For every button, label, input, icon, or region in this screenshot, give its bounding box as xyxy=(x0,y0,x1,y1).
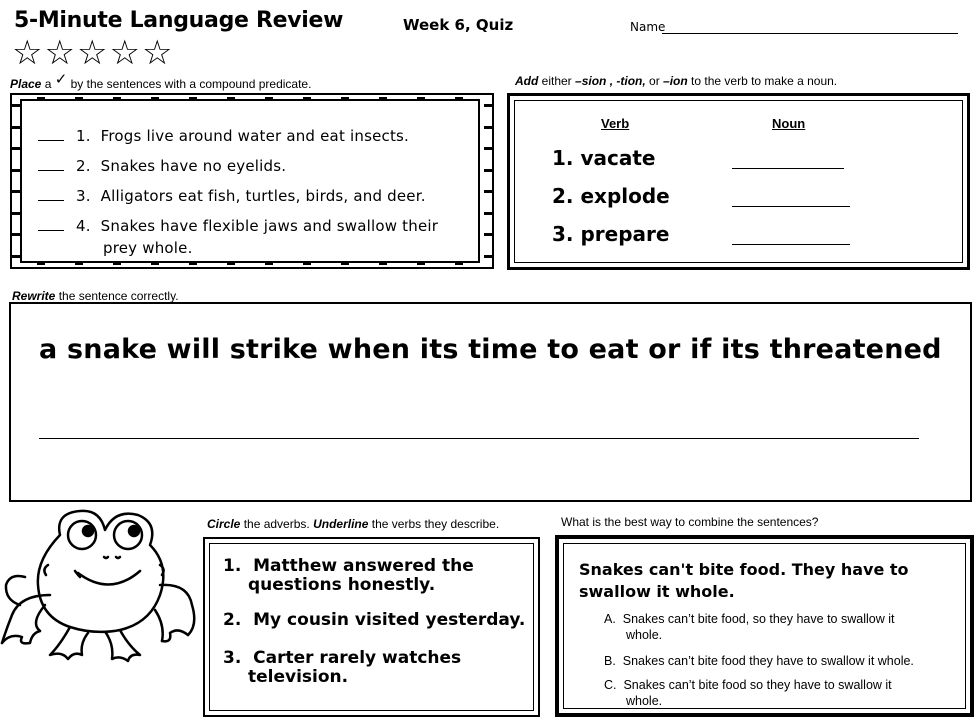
adverb-item: 2. My cousin visited yesterday. xyxy=(223,610,526,630)
verb-item: 3. prepare xyxy=(552,222,670,246)
list-item: 3. Alligators eat fish, turtles, birds, and deer. xyxy=(38,187,426,205)
star-icon[interactable]: ☆ xyxy=(12,33,43,73)
border-decoration xyxy=(22,97,478,101)
check-blank[interactable] xyxy=(38,129,64,141)
rewrite-answer-line[interactable] xyxy=(39,438,919,439)
verb-item: 2. explode xyxy=(552,184,670,208)
verb-item: 1. vacate xyxy=(552,146,656,170)
compound-predicate-instruction: Place a ✓ by the sentences with a compound predicate. xyxy=(10,71,312,91)
worksheet-title: 5-Minute Language Review xyxy=(14,8,344,33)
name-field[interactable] xyxy=(662,33,958,34)
verb-noun-box xyxy=(507,93,970,270)
check-blank[interactable] xyxy=(38,219,64,231)
rewrite-instruction: Rewrite the sentence correctly. xyxy=(12,289,179,303)
answer-option-c[interactable]: C. Snakes can’t bite food so they have to swallow it whole. xyxy=(604,678,892,708)
rewrite-box xyxy=(9,302,972,502)
check-blank[interactable] xyxy=(38,159,64,171)
compound-predicate-box xyxy=(10,93,494,269)
adverb-item: 3. Carter rarely watches television. xyxy=(223,648,462,687)
star-icon[interactable]: ☆ xyxy=(141,33,173,73)
rewrite-sentence: a snake will strike when its time to eat or if its threatened xyxy=(39,334,942,365)
adverb-item: 1. Matthew answered the questions honestly. xyxy=(223,556,474,595)
list-item: 2. Snakes have no eyelids. xyxy=(38,157,286,175)
checkmark-icon: ✓ xyxy=(54,71,68,88)
combine-instruction: What is the best way to combine the sentences? xyxy=(561,515,819,529)
noun-answer-line[interactable] xyxy=(732,206,850,207)
star-icon[interactable]: ☆ xyxy=(44,33,75,73)
star-icon[interactable]: ☆ xyxy=(109,33,140,73)
border-decoration xyxy=(12,95,20,267)
noun-answer-line[interactable] xyxy=(732,168,844,169)
frog-illustration xyxy=(0,505,200,665)
answer-option-b[interactable]: B. Snakes can’t bite food they have to swallow it whole. xyxy=(604,654,914,668)
list-item: 4. Snakes have flexible jaws and swallow their xyxy=(38,217,438,235)
star-icon[interactable]: ☆ xyxy=(76,33,108,73)
week-label: Week 6, Quiz xyxy=(403,16,514,34)
list-item-continuation: prey whole. xyxy=(103,239,193,257)
compound-predicate-inner xyxy=(20,99,480,263)
combine-sentences-box xyxy=(555,535,974,717)
star-rating xyxy=(12,33,173,73)
adverb-box xyxy=(203,537,540,717)
adverb-instruction: Circle the adverbs. Underline the verbs they describe. xyxy=(207,517,500,531)
name-label: Name xyxy=(630,20,666,34)
combine-stem: Snakes can't bite food. They have to swallow it whole. xyxy=(579,560,909,601)
check-blank[interactable] xyxy=(38,189,64,201)
verb-column-header: Verb xyxy=(601,116,630,131)
noun-answer-line[interactable] xyxy=(732,244,850,245)
noun-column-header: Noun xyxy=(772,116,806,131)
border-decoration xyxy=(22,261,478,265)
answer-option-a[interactable]: A. Snakes can’t bite food, so they have to swallow it whole. xyxy=(604,612,895,642)
list-item: 1. Frogs live around water and eat insects. xyxy=(38,127,409,145)
border-decoration xyxy=(484,95,492,267)
suffix-instruction: Add either –sion , -tion, or –ion to the verb to make a noun. xyxy=(515,74,838,88)
